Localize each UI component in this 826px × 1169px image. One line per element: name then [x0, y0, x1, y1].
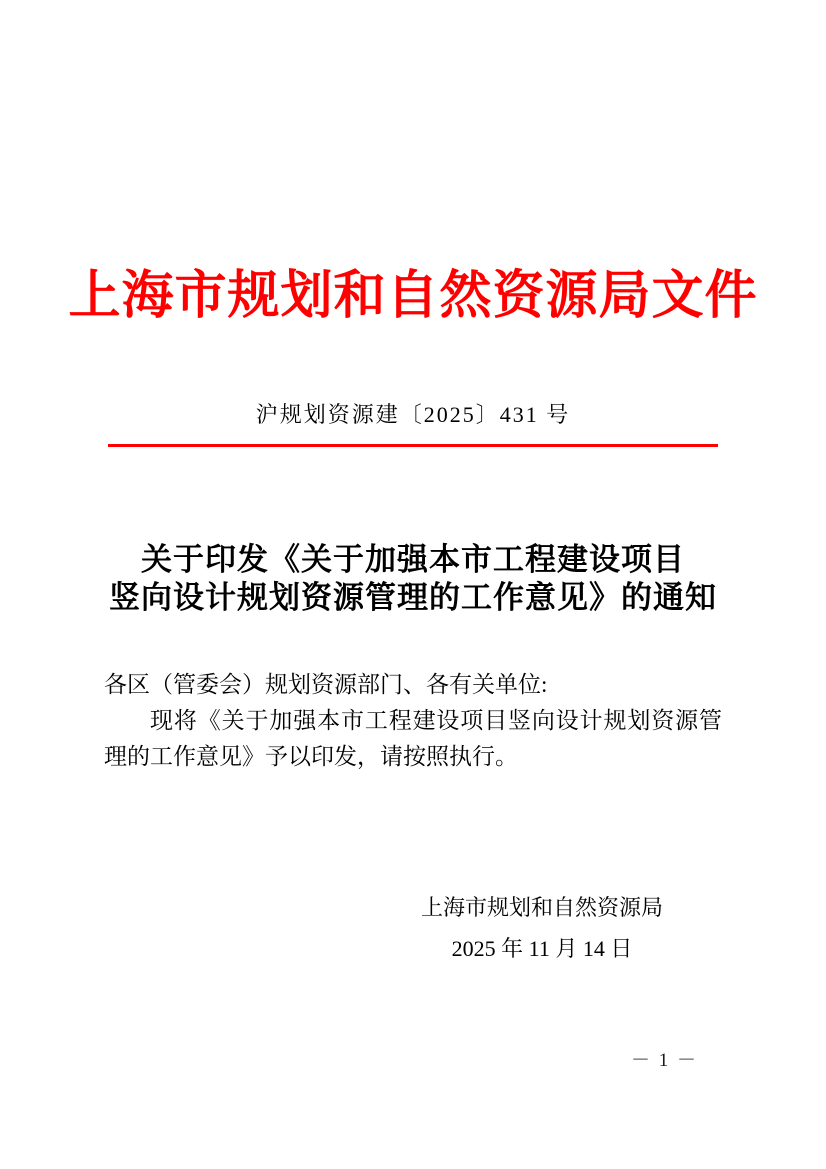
document-letterhead: [0, 0, 826, 447]
body-paragraph: 现将《关于加强本市工程建设项目竖向设计规划资源管理的工作意见》予以印发，请按照执行。: [104, 708, 722, 769]
signature-org-name: 上海市规划和自然资源局: [421, 895, 664, 920]
page-number: － 1 －: [630, 1050, 698, 1071]
signature-block: [421, 887, 663, 969]
document-title-line2: 竖向设计规划资源管理的工作意见》的通知: [109, 580, 717, 615]
letterhead-org-title: 上海市规划和自然资源局文件: [68, 268, 758, 325]
document-body: [0, 667, 826, 775]
page-footer: [0, 1051, 826, 1071]
signature-date: 2025 年 11 月 14 日: [451, 936, 633, 961]
letterhead-red-rule: [108, 444, 718, 447]
document-title-line1: 关于印发《关于加强本市工程建设项目: [141, 542, 685, 577]
document-number: 沪规划资源建〔2025〕431 号: [255, 402, 571, 427]
document-title: [0, 541, 826, 617]
document-main: [0, 541, 826, 969]
salutation-line: 各区（管委会）规划资源部门、各有关单位:: [104, 672, 548, 697]
